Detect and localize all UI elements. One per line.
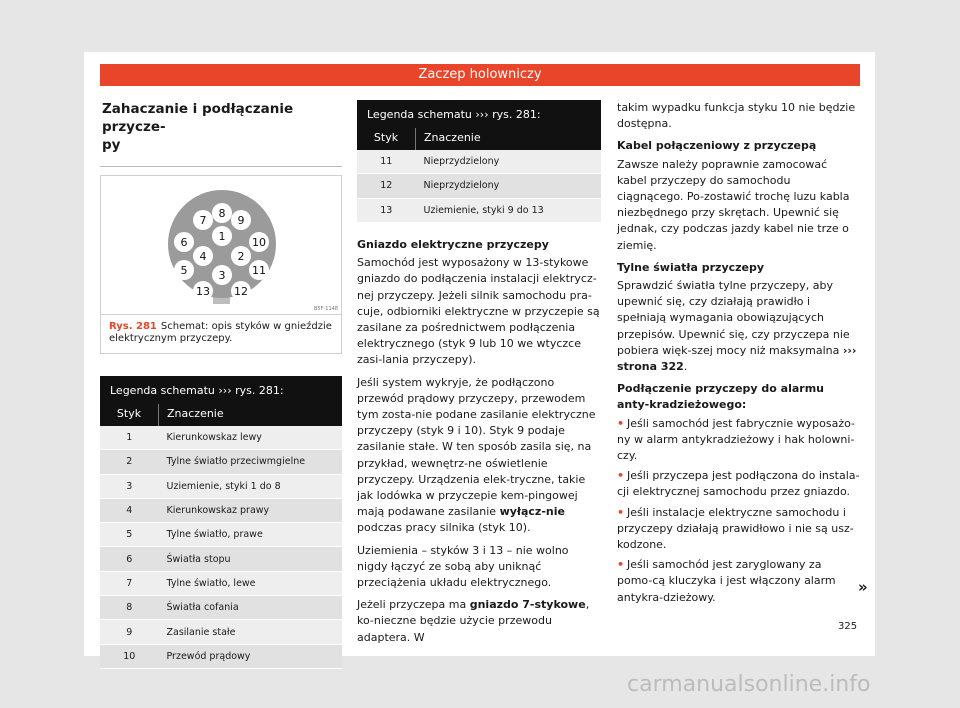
socket-figure (100, 175, 342, 315)
pin-meaning: Zasilanie stałe (159, 620, 343, 644)
table-row (100, 426, 342, 450)
socket-pin-label: 4 (199, 250, 207, 263)
table-row (100, 596, 342, 620)
p4-bold: gniazdo 7-stykowe (469, 598, 586, 612)
socket-paragraph-4 (357, 597, 601, 646)
bullet-text: Jeśli samochód jest zaryglowany za pomo-cą kluczyka i jest włączony alarm antykra-dzieżowy. (617, 558, 836, 604)
figure-code: B5F-1148 (313, 306, 338, 312)
lights-title: Tylne światła przyczepy (617, 260, 765, 274)
pin-number: 8 (100, 596, 159, 620)
pin-number: 4 (100, 498, 159, 522)
legend-col-value: Znaczenie (159, 404, 343, 426)
lights-text-a: Sprawdzić światła tylne przyczepy, aby upewnić się, czy działają prawidło i spełniają wymagania obowiązujących przepisów. Upewnić się, czy przyczepa nie pobiera więk-szej mocy niż maksymalna (617, 279, 850, 357)
page-number: 325 (838, 621, 858, 632)
socket-pin-label: 6 (180, 236, 188, 249)
pin-number: 3 (100, 474, 159, 498)
bullet-icon: • (617, 416, 625, 430)
pin-number: 1 (100, 426, 159, 450)
section-title-line1: Zahaczanie i podłączanie przycze- (102, 101, 294, 135)
lights-text-b: . (683, 360, 688, 374)
table-row (357, 174, 601, 198)
bullet-text: Jeśli samochód jest fabrycznie wyposażo-ny w alarm antykradzieżowy i hak holowni-czy. (617, 416, 856, 463)
socket-paragraph-1: Samochód jest wyposażony w 13-stykowe gniazdo do podłączenia instalacji elektrycz-nej przyczepy. Jeżeli silnik samochodu pra-cuje, odbiorniki elektryczne w przyczepie są zasilane za pośrednictwem podłączenia elektrycznego (styk 9 lub 10 we wtyczce zasi-lania przyczepy). (357, 256, 600, 367)
pin-number: 9 (100, 620, 159, 644)
socket-pin-label: 11 (252, 264, 266, 277)
figure-caption-text: Schemat: opis styków w gnieździe elektrycznym przyczepy. (109, 321, 332, 344)
lights-paragraph (617, 278, 860, 375)
pin-meaning: Kierunkowskaz lewy (159, 426, 343, 450)
page-reference-link[interactable]: ››› strona 322 (617, 343, 857, 374)
pin-number: 7 (100, 571, 159, 595)
legend-caption: Legenda schematu ››› rys. 281: (100, 376, 342, 404)
pin-meaning: Nieprzydzielony (416, 174, 602, 198)
socket-pin-label: 8 (218, 207, 226, 220)
socket-pin-label: 1 (218, 230, 226, 243)
list-item (617, 416, 860, 465)
alarm-title: Podłączenie przyczepy do alarmu anty-kradzieżowego: (617, 382, 824, 412)
continued-paragraph: takim wypadku funkcja styku 10 nie będzie dostępna. (617, 101, 856, 131)
p4-text-a: Jeżeli przyczepa ma (357, 598, 470, 612)
socket-pin-label: 7 (199, 214, 207, 227)
section-title-line2: py (102, 137, 121, 153)
column-middle (357, 100, 601, 652)
watermark: carmanualsonline.info (627, 672, 871, 697)
continue-mark: » (858, 578, 868, 596)
pin-meaning: Uziemienie, styki 9 do 13 (416, 198, 602, 222)
legend-col-key: Styk (100, 404, 159, 426)
legend-table (100, 376, 342, 669)
socket-pin-label: 2 (237, 250, 245, 263)
list-item (617, 557, 860, 606)
table-row (100, 620, 342, 644)
socket-pin-label: 13 (196, 285, 210, 298)
pin-meaning: Tylne światło, lewe (159, 571, 343, 595)
socket-pin-label: 12 (234, 285, 248, 298)
table-row (100, 523, 342, 547)
table-row (100, 450, 342, 474)
socket-diagram (101, 176, 341, 314)
cable-title: Kabel połączeniowy z przyczepą (617, 139, 817, 153)
pin-number: 11 (357, 150, 416, 174)
table-row (357, 150, 601, 174)
title-rule (100, 166, 342, 167)
table-row (357, 198, 601, 222)
column-right (617, 100, 860, 610)
section-title (102, 100, 342, 154)
socket-pin-label: 9 (237, 214, 245, 227)
table-row (100, 547, 342, 571)
p4-text-b: , ko-nieczne będzie użycie przewodu adaptera. W (357, 598, 590, 644)
pin-meaning: Przewód prądowy (159, 644, 343, 668)
pin-meaning: Tylne światło przeciwmgielne (159, 450, 343, 474)
pin-number: 12 (357, 174, 416, 198)
socket-pin-label: 5 (180, 264, 188, 277)
cable-paragraph: Zawsze należy poprawnie zamocować kabel przyczepy do samochodu ciągnącego. Po-zostawić trochę luzu kabla niezbędnego przy skrętach. Upewnić się jednak, czy podczas jazdy kabel nie trze o ziemię. (617, 157, 850, 252)
bullet-text: Jeśli przyczepa jest podłączona do instala-cji elektrycznej samochodu przez gniazdo. (617, 469, 860, 499)
figure-caption (100, 315, 342, 354)
bullet-icon: • (617, 505, 625, 519)
table-row (100, 644, 342, 668)
pin-number: 6 (100, 547, 159, 571)
pin-meaning: Światła cofania (159, 596, 343, 620)
pin-meaning: Tylne światło, prawe (159, 523, 343, 547)
bullet-text: Jeśli instalacje elektryczne samochodu i przyczepy działają prawidłowo i nie są usz-kodzone. (617, 505, 854, 552)
list-item (617, 468, 860, 500)
socket-pin-label: 10 (252, 236, 266, 249)
p2-text-b: podczas pracy silnika (styk 10). (357, 521, 531, 535)
bullet-icon: • (617, 558, 625, 572)
figure-number: Rys. 281 (109, 321, 157, 332)
legend-caption-2: Legenda schematu ››› rys. 281: (357, 100, 601, 128)
pin-number: 10 (100, 644, 159, 668)
pin-number: 13 (357, 198, 416, 222)
table-row (100, 498, 342, 522)
pin-meaning: Uziemienie, styki 1 do 8 (159, 474, 343, 498)
table-row (100, 571, 342, 595)
socket-pin-label: 3 (218, 269, 226, 282)
chapter-header: Zaczep holowniczy (100, 64, 860, 86)
legend-col-value-2: Znaczenie (416, 128, 602, 150)
p2-text-a: Jeśli system wykryje, że podłączono przewód prądowy przyczepy, przewodem tym zosta-nie podane zasilanie elektryczne przyczepy (styk 9 i 10). Styk 9 podaje zasilanie stałe. W ten sposób zasila się, na przykład, wewnętrz-ne oświetlenie przyczepy. Urządzenia elek-tryczne, takie jak lodówka w przyczepie kem-pingowej mają podawane zasilanie (357, 375, 596, 519)
list-item (617, 505, 860, 554)
pin-number: 2 (100, 450, 159, 474)
legend-col-key-2: Styk (357, 128, 416, 150)
pin-meaning: Światła stopu (159, 547, 343, 571)
pin-meaning: Nieprzydzielony (416, 150, 602, 174)
socket-paragraph-3: Uziemienia – styków 3 i 13 – nie wolno nigdy łączyć ze sobą aby uniknąć przeciążenia układu elektrycznego. (357, 543, 569, 589)
column-left (100, 100, 342, 669)
legend-table-continued (357, 100, 601, 223)
socket-section-title: Gniazdo elektryczne przyczepy (357, 237, 549, 251)
socket-paragraph-2 (357, 375, 601, 537)
pin-meaning: Kierunkowskaz prawy (159, 498, 343, 522)
pin-number: 5 (100, 523, 159, 547)
alarm-bullet-list (617, 416, 860, 606)
bullet-icon: • (617, 469, 625, 483)
p2-bold: wyłącz-nie (499, 505, 565, 519)
table-row (100, 474, 342, 498)
